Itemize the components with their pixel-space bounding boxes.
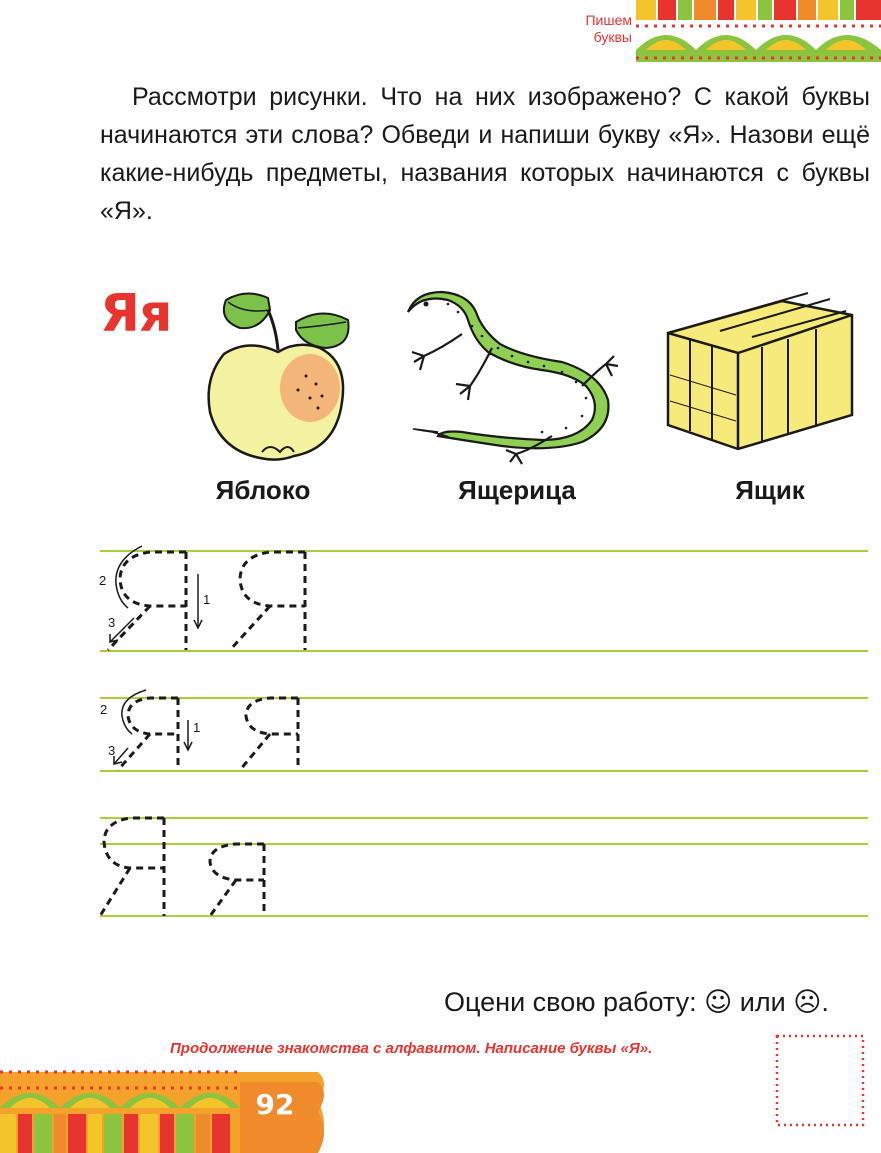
check-box[interactable]	[775, 1034, 865, 1127]
trace-letter-ya	[100, 818, 164, 916]
word-crate: Ящик	[735, 475, 805, 505]
word-apple: Яблоко	[215, 475, 311, 505]
footer-caption: Продолжение знакомства с алфавитом. Написание буквы «Я».	[170, 1040, 653, 1057]
assessment-end: .	[821, 987, 829, 1017]
stroke-hint-2-row2: 2	[100, 702, 108, 717]
trace-letter-ya	[118, 698, 178, 770]
sad-face-icon[interactable]: ☹	[793, 987, 822, 1018]
stroke-hint-3-row2: 3	[108, 743, 116, 758]
trace-letter-ya	[210, 844, 264, 916]
page-number: 92	[255, 1088, 295, 1121]
assessment-text: Оцени свою работу:	[444, 987, 697, 1017]
stroke-hint-1-row2: 1	[193, 720, 201, 735]
happy-face-icon[interactable]: ☺	[704, 987, 733, 1018]
stroke-hint-2: 2	[99, 573, 107, 588]
header-label-line1: Пишем	[585, 12, 632, 28]
stroke-hint-1: 1	[203, 592, 211, 607]
trace-letter-ya	[240, 698, 298, 770]
word-lizard: Ящерица	[458, 475, 576, 505]
big-letter: Яя	[100, 284, 172, 344]
instruction-text: Рассмотри рисунки. Что на них изображено? С какой буквы начинаются эти слова? Обведи и напиши букву «Я». Назови ещё какие-нибудь предметы, названия которых начинаются с буквы «Я».	[100, 83, 870, 225]
stroke-hint-3: 3	[108, 615, 116, 630]
assessment-or: или	[739, 987, 786, 1017]
trace-letter-ya	[230, 552, 305, 650]
self-assessment	[444, 987, 829, 1018]
header-label-line2: буквы	[593, 29, 632, 45]
